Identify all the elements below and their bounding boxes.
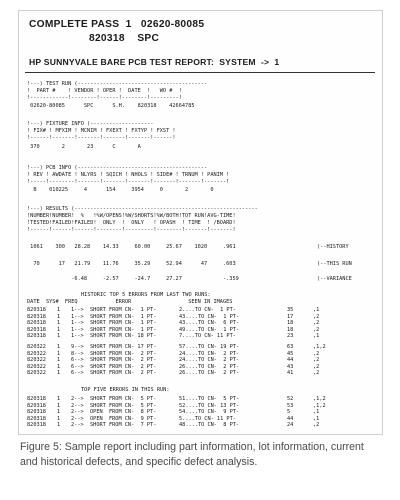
results-divider: !------!------!------!--------!---------!--------!-------!-------! [27, 227, 236, 233]
error-image: 43 [287, 363, 294, 370]
error-images: ,2 [313, 350, 320, 357]
error-freq: 2--> [71, 396, 84, 402]
error-error-from: SHORT FROM CN- 1 PT- [90, 307, 157, 313]
error-freq: 6--> [71, 370, 84, 377]
error-images: ,2 [313, 313, 320, 320]
error-images: ,1,2 [313, 396, 326, 402]
error-error-from: SHORT FROM CN- 5 PT- [90, 396, 157, 402]
error-error-to: 43....TO CN- 6 PT- [179, 320, 240, 327]
fixture-info-label: !---) FIXTURE INFO (-------------------- [27, 121, 154, 127]
results-values: -6.48 -2.57 -24.7 27.27 -.359 [27, 276, 239, 282]
error-image: 44 [287, 357, 294, 364]
title-divider [25, 72, 375, 73]
error-row [27, 344, 372, 351]
error-row [27, 320, 372, 327]
error-row [27, 351, 372, 358]
pcb-info-divider: !-----!--------!-------!-------!-------!-------!-------!-------! [27, 179, 230, 185]
error-row [27, 422, 372, 429]
error-error-to: 57....TO CN- 19 PT- [179, 344, 240, 350]
error-image: 18 [287, 326, 294, 333]
error-freq: 1--> [71, 326, 84, 333]
error-error-to: 51....TO CN- 5 PT- [179, 396, 240, 402]
fixture-info-columns: ! FIX# ! MFXIM ! MCNIM ! FXEXT ! FXTYP ! FXST ! [27, 128, 176, 134]
top-five-heading: TOP FIVE ERRORS IN THIS RUN: [81, 387, 170, 393]
pcb-info-columns: ! REV ! AWDATE ! NLYRS ! SQICH ! NHOLS ! SIDE# ! TRNUM ! PANIM ! [27, 172, 230, 178]
error-error-from: SHORT FROM CN- 17 PT- [90, 344, 157, 350]
report-title: HP SUNNYVALE BARE PCB TEST REPORT: SYSTEM -> 1 [29, 57, 280, 67]
results-header-2: !TESTED!FAILED!FAILED! ONLY ! ONLY ! OPASH ! TIME ! /BOARD! [27, 220, 236, 226]
error-error-from: SHORT FROM CN- 2 PT- [90, 370, 157, 377]
pcb-info-label: !---) PCB INFO (----------------------------------------- [27, 165, 208, 171]
error-date: 820322 [27, 363, 46, 370]
results-header-1: !NUMBER!NUMBER! % !%W/OPENS!%W/SHORTS!%W/BOTH!TOT RUN!AVG-TIME! [27, 213, 236, 219]
error-image: 53 [287, 402, 294, 409]
error-sys: 1 [57, 326, 61, 333]
error-images: ,2 [313, 357, 320, 364]
error-images: ,2 [313, 422, 320, 429]
error-date: 820318 [27, 409, 46, 416]
error-sys: 1 [57, 415, 61, 422]
error-images: ,1,2 [313, 344, 326, 350]
error-date: 820318 [27, 307, 46, 313]
error-image: 41 [287, 370, 294, 377]
error-images: ,2 [313, 370, 320, 377]
error-sys: 1 [57, 307, 61, 313]
error-sys: 1 [57, 396, 61, 402]
error-error-to: 54....TO CN- 9 PT- [179, 409, 240, 416]
error-date: 820318 [27, 396, 46, 402]
error-error-to: 43....TO CN- 1 PT- [179, 313, 240, 320]
results-row-tag: (--HISTORY [317, 244, 349, 250]
error-sys: 1 [57, 333, 61, 340]
error-image: 17 [287, 313, 294, 320]
error-error-to: 24....TO CN- 2 PT- [179, 357, 240, 364]
error-images: ,1 [313, 307, 320, 313]
error-sys: 1 [57, 350, 61, 357]
error-error-from: SHORT FROM CN- 2 PT- [90, 363, 157, 370]
error-image: 52 [287, 396, 294, 402]
error-freq: 6--> [71, 357, 84, 364]
results-label: !---) RESULTS (---------------------------------------------------------- [27, 206, 258, 212]
error-date: 820318 [27, 326, 46, 333]
error-row [27, 364, 372, 371]
error-date: 820322 [27, 357, 46, 364]
error-error-to: 5....TO CN- 11 PT- [179, 415, 236, 422]
test-run-divider: !------------!--------!------!--------!---------! [27, 95, 182, 101]
report-header-line2: 820318 SPC [89, 33, 160, 44]
error-error-from: SHORT FROM CN- 1 PT- [90, 313, 157, 320]
error-sys: 1 [57, 313, 61, 320]
error-error-from: SHORT FROM CN- 5 PT- [90, 402, 157, 409]
results-row-tag: (--THIS RUN [317, 261, 352, 267]
error-error-from: OPEN FROM CN- 8 PT- [90, 409, 157, 416]
error-error-from: SHORT FROM CN- 18 PT- [90, 333, 157, 340]
error-freq: 1--> [71, 313, 84, 320]
error-sys: 1 [57, 357, 61, 364]
error-error-from: SHORT FROM CN- 1 PT- [90, 326, 157, 333]
error-sys: 1 [57, 320, 61, 327]
error-error-to: 48....TO CN- 8 PT- [179, 422, 240, 429]
error-image: 5 [287, 409, 291, 416]
error-date: 820318 [27, 415, 46, 422]
error-freq: 9--> [71, 344, 84, 350]
error-freq: 2--> [71, 409, 84, 416]
test-run-values: 02620-80085 SPC S.H. 820318 42664785 [27, 103, 195, 109]
error-freq: 2--> [71, 415, 84, 422]
error-date: 820318 [27, 402, 46, 409]
error-image: 23 [287, 333, 294, 340]
error-freq: 6--> [71, 363, 84, 370]
error-row [27, 396, 372, 403]
error-image: 18 [287, 320, 294, 327]
error-date: 820318 [27, 313, 46, 320]
error-sys: 1 [57, 402, 61, 409]
error-images: ,2 [313, 320, 320, 327]
error-images: ,1 [313, 415, 320, 422]
error-row [27, 370, 372, 377]
error-error-to: 26....TO CN- 2 PT- [179, 370, 240, 377]
error-date: 820322 [27, 344, 46, 350]
results-row-tag: (--VARIANCE [317, 276, 352, 282]
error-images: ,1 [313, 409, 320, 416]
error-images: ,1,2 [313, 402, 326, 409]
error-sys: 1 [57, 344, 61, 350]
error-image: 24 [287, 422, 294, 429]
error-image: 44 [287, 415, 294, 422]
error-row [27, 403, 372, 410]
figure-caption: Figure 5: Sample report including part information, lot information, current and historical defects, and specific defect analysis. [20, 441, 364, 468]
error-sys: 1 [57, 422, 61, 429]
error-row [27, 307, 372, 314]
historic-columns: DATE SYS# FREQ ERROR SEEN IN IMAGES [27, 299, 233, 305]
error-freq: 8--> [71, 350, 84, 357]
error-sys: 1 [57, 370, 61, 377]
pcb-info-values: B 010225 4 154 3954 0 2 0 [27, 187, 214, 193]
error-sys: 1 [57, 363, 61, 370]
error-error-from: OPEN FROM CN- 9 PT- [90, 415, 157, 422]
results-values: 70 17 21.79 11.76 35.29 52.94 47 .603 [27, 261, 236, 267]
error-error-from: SHORT FROM CN- 1 PT- [90, 320, 157, 327]
error-freq: 2--> [71, 402, 84, 409]
historic-heading: HISTORIC TOP 5 ERRORS FROM LAST TWO RUNS: [81, 292, 211, 298]
error-images: ,2 [313, 326, 320, 333]
error-image: 35 [287, 307, 294, 313]
error-row [27, 416, 372, 423]
error-freq: 1--> [71, 333, 84, 340]
error-freq: 1--> [71, 307, 84, 313]
report-header-line1: COMPLETE PASS 1 02620-80085 [29, 19, 205, 30]
error-date: 820318 [27, 320, 46, 327]
error-image: 63 [287, 344, 294, 350]
error-freq: 1--> [71, 320, 84, 327]
error-error-from: SHORT FROM CN- 7 PT- [90, 422, 157, 429]
error-error-to: 49....TO CN- 1 PT- [179, 326, 240, 333]
error-sys: 1 [57, 409, 61, 416]
error-row [27, 357, 372, 364]
results-row-history [27, 244, 372, 251]
fixture-info-divider: !------!-------!-------!-------!-------!------! [27, 135, 176, 141]
error-error-to: 26....TO CN- 2 PT- [179, 363, 240, 370]
error-freq: 2--> [71, 422, 84, 429]
error-row [27, 409, 372, 416]
results-values: 1061 300 28.28 14.33 60.00 25.67 1020 .961 [27, 244, 236, 250]
error-date: 820318 [27, 333, 46, 340]
error-date: 820322 [27, 370, 46, 377]
error-date: 820318 [27, 422, 46, 429]
error-image: 45 [287, 350, 294, 357]
error-error-to: 24....TO CN- 2 PT- [179, 350, 240, 357]
error-images: ,1 [313, 333, 320, 340]
error-error-from: SHORT FROM CN- 2 PT- [90, 357, 157, 364]
error-date: 820322 [27, 350, 46, 357]
results-row-variance [27, 276, 372, 283]
error-row [27, 327, 372, 334]
test-run-columns: ! PART # ! VENDOR ! OPER ! DATE ! WO # ! [27, 88, 182, 94]
error-row [27, 333, 372, 340]
results-row-this-run [27, 261, 372, 268]
error-error-to: 2....TO CN- 1 PT- [179, 307, 236, 313]
test-run-label: !---) TEST RUN (----------------------------------------- [27, 81, 208, 87]
test-report-scan [18, 10, 383, 435]
error-error-to: 7....TO CN- 11 PT- [179, 333, 236, 340]
error-row [27, 314, 372, 321]
fixture-info-values: 370 2 23 C A [27, 144, 141, 150]
error-error-to: 52....TO CN- 13 PT- [179, 402, 240, 409]
error-error-from: SHORT FROM CN- 2 PT- [90, 350, 157, 357]
error-images: ,2 [313, 363, 320, 370]
